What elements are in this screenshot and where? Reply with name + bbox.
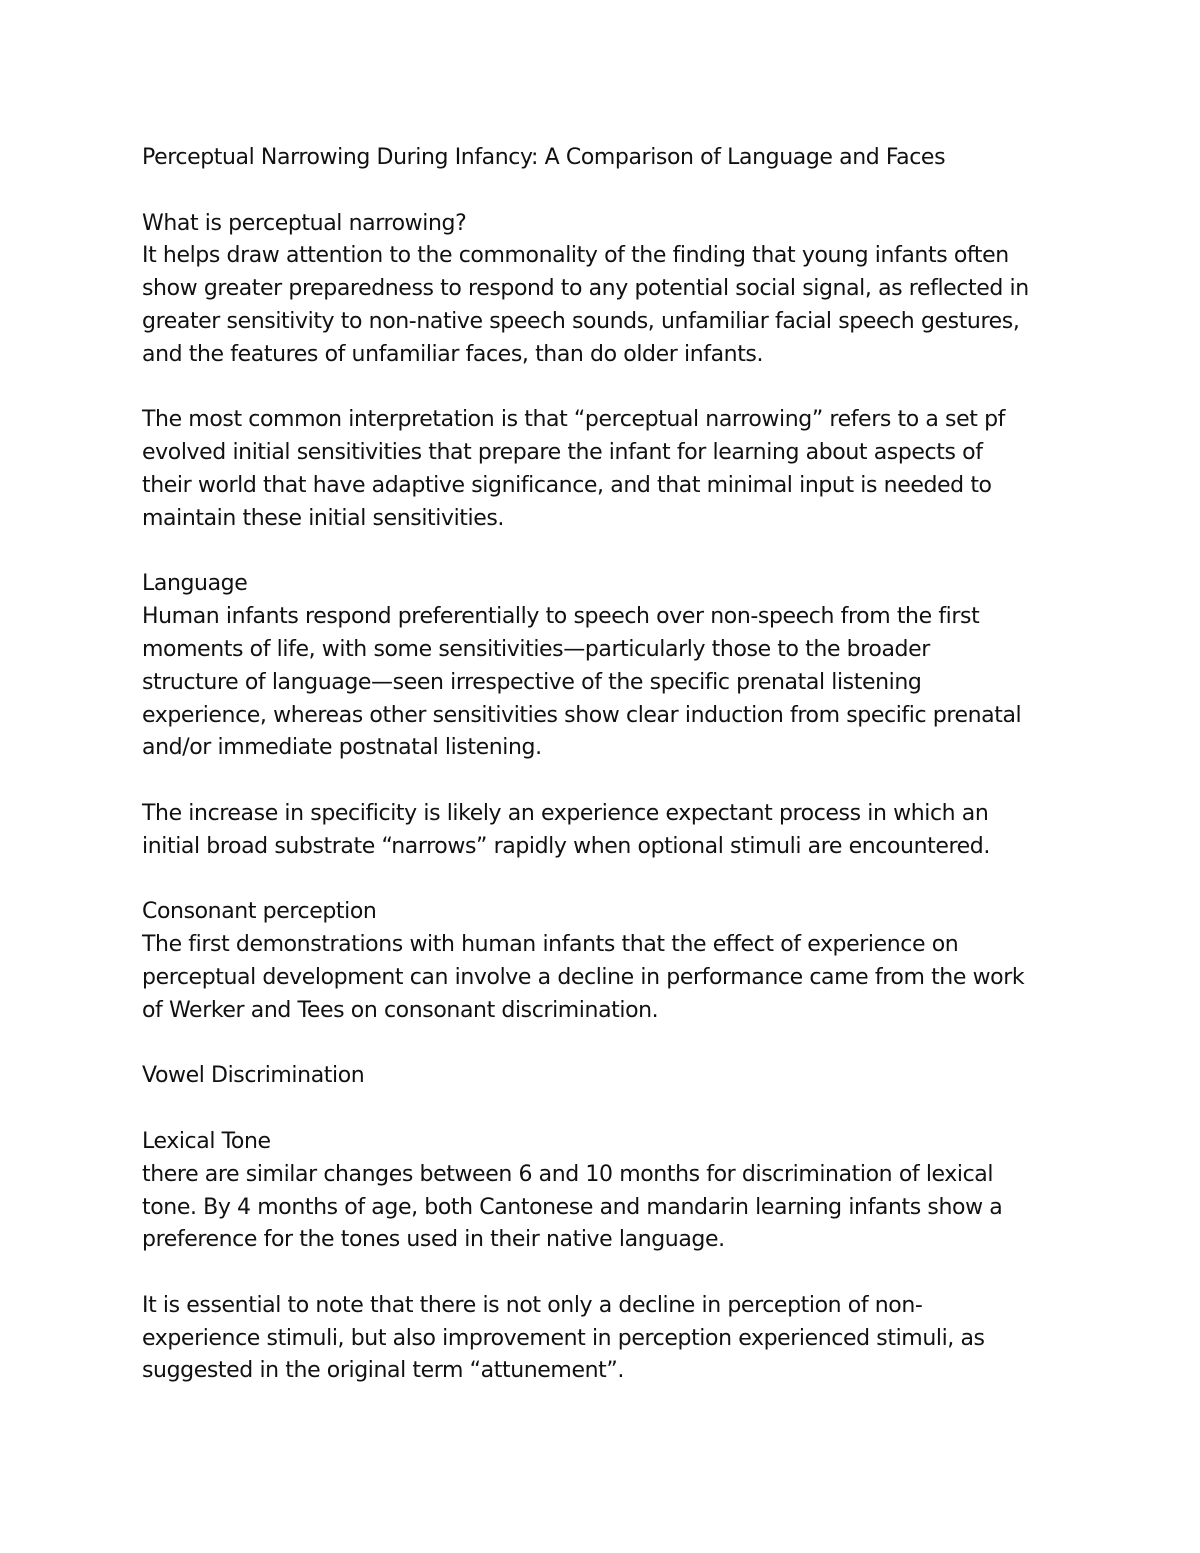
paragraph-line: experience, whereas other sensitivities show clear induction from specific prenatal (142, 702, 1022, 728)
section-heading-language: Language (142, 571, 248, 597)
blank-line (142, 175, 1072, 208)
paragraph-line: The most common interpretation is that “perceptual narrowing” refers to a set pf (142, 407, 1005, 433)
blank-line (142, 1257, 1072, 1290)
section-heading-consonant-perception: Consonant perception (142, 899, 377, 925)
paragraph-line: of Werker and Tees on consonant discrimination. (142, 997, 659, 1023)
paragraph-line: It helps draw attention to the commonality of the finding that young infants often (142, 243, 1009, 269)
blank-line (142, 536, 1072, 569)
paragraph-line: The first demonstrations with human infants that the effect of experience on (142, 932, 959, 958)
paragraph-line: evolved initial sensitivities that prepare the infant for learning about aspects of (142, 440, 983, 466)
paragraph-line: initial broad substrate “narrows” rapidly when optional stimuli are encountered. (142, 833, 990, 859)
blank-line (142, 372, 1072, 405)
section-heading-vowel-discrimination: Vowel Discrimination (142, 1063, 365, 1089)
paragraph-line: suggested in the original term “attunement”. (142, 1358, 624, 1384)
paragraph-line: show greater preparedness to respond to any potential social signal, as reflected in (142, 276, 1029, 302)
section-heading-perceptual-narrowing: What is perceptual narrowing? (142, 210, 467, 236)
blank-line (142, 765, 1072, 798)
paragraph-line: preference for the tones used in their native language. (142, 1227, 725, 1253)
paragraph-line: experience stimuli, but also improvement in perception experienced stimuli, as (142, 1325, 985, 1351)
paragraph-line: structure of language—seen irrespective of the specific prenatal listening (142, 669, 922, 695)
paragraph-line: moments of life, with some sensitivities—particularly those to the broader (142, 636, 930, 662)
paragraph-line: It is essential to note that there is not only a decline in perception of non- (142, 1292, 923, 1318)
paragraph-line: Human infants respond preferentially to speech over non-speech from the first (142, 604, 980, 630)
paragraph-line: and/or immediate postnatal listening. (142, 735, 542, 761)
blank-line (142, 1028, 1072, 1061)
blank-line (142, 864, 1072, 897)
document-title: Perceptual Narrowing During Infancy: A Comparison of Language and Faces (142, 145, 946, 170)
paragraph-line: tone. By 4 months of age, both Cantonese and mandarin learning infants show a (142, 1194, 1003, 1220)
paragraph-line: there are similar changes between 6 and 10 months for discrimination of lexical (142, 1161, 994, 1187)
blank-line (142, 1093, 1072, 1126)
paragraph-line: greater sensitivity to non-native speech sounds, unfamiliar facial speech gestures, (142, 308, 1020, 334)
paragraph-line: The increase in specificity is likely an experience expectant process in which an (142, 800, 989, 826)
document-body (142, 142, 1072, 1388)
paragraph-line: and the features of unfamiliar faces, than do older infants. (142, 341, 764, 367)
paragraph-line: their world that have adaptive significance, and that minimal input is needed to (142, 472, 992, 498)
paragraph-line: maintain these initial sensitivities. (142, 505, 505, 531)
section-heading-lexical-tone: Lexical Tone (142, 1128, 271, 1154)
paragraph-line: perceptual development can involve a decline in performance came from the work (142, 964, 1025, 990)
